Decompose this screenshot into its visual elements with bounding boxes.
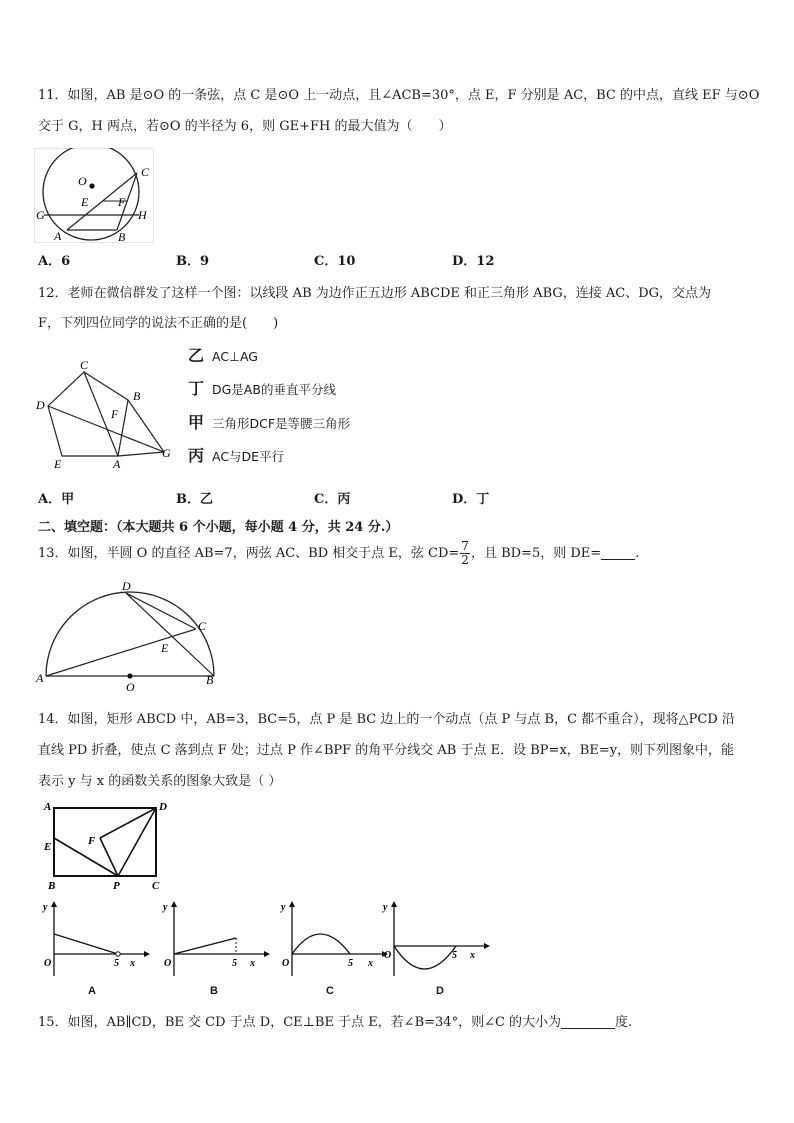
- q14-graph-c-label: C: [326, 985, 334, 997]
- q14-graph-d-label: D: [436, 985, 444, 997]
- svg-text:x: x: [368, 958, 373, 969]
- q12-label-e: E: [54, 457, 62, 471]
- q12-claim-yi-text: AC⊥AG: [212, 349, 258, 364]
- q14-text-line1: 14．如图，矩形 ABCD 中，AB=3，BC=5，点 P 是 BC 边上的一个动点（点 P 与点 B，C 都不重合），现将△PCD 沿: [38, 712, 735, 727]
- q13-answer-blank: [601, 545, 635, 560]
- q14-graph-c: [278, 898, 390, 978]
- q13-label-a: A: [36, 671, 44, 685]
- svg-text:x: x: [250, 958, 255, 969]
- q11-text-line1: 11．如图，AB 是⊙O 的一条弦，点 C 是⊙O 上一动点，且∠ACB=30°，点 E，F 分别是 AC，BC 的中点，直线 EF 与⊙O: [38, 88, 760, 103]
- svg-text:y: y: [281, 902, 286, 913]
- q15-text-post: 度.: [615, 1015, 633, 1030]
- q11-label-o: O: [78, 174, 87, 188]
- q12-claim-bing-name: 丙: [188, 446, 205, 465]
- section-2-heading: 二、填空题：（本大题共 6 个小题，每小题 4 分，共 24 分.）: [38, 520, 399, 535]
- q12-option-b: B．乙: [176, 492, 213, 507]
- q12-claim-bing-text: AC与DE平行: [212, 449, 285, 464]
- q12-text-line1: 12．老师在微信群发了这样一个图：以线段 AB 为边作正五边形 ABCDE 和正三角形 ABG，连接 AC、DG，交点为: [38, 286, 712, 301]
- q13-label-b: B: [206, 673, 214, 687]
- q12-claim-jia-text: 三角形DCF是等腰三角形: [212, 416, 351, 431]
- q11-label-e: E: [81, 195, 89, 209]
- q13-fraction: [460, 540, 470, 567]
- svg-text:O: O: [282, 958, 290, 969]
- svg-text:5: 5: [452, 950, 457, 961]
- svg-text:O: O: [164, 958, 172, 969]
- q12-label-b: B: [133, 389, 141, 403]
- q12-segment-dg: [48, 406, 164, 452]
- q11-label-a: A: [54, 229, 62, 243]
- svg-text:y: y: [43, 902, 48, 913]
- q11-option-c: C．10: [314, 254, 356, 269]
- svg-text:x: x: [470, 950, 475, 961]
- q13-chord-ac: [46, 629, 196, 676]
- q12-label-c: C: [80, 358, 89, 372]
- q12-label-g: G: [162, 446, 171, 460]
- q13-semicircle-figure: [34, 580, 218, 694]
- q14-graph-a-label: A: [88, 985, 96, 997]
- q14-graph-a-curve: [54, 934, 118, 954]
- q12-label-f: F: [111, 407, 119, 421]
- q11-option-a: A．6: [38, 254, 71, 269]
- q13-text-pre: 13．如图，半圆 O 的直径 AB=7，两弦 AC、BD 相交于点 E，弦 CD=: [38, 546, 460, 561]
- q14-label-p: P: [113, 880, 120, 892]
- svg-text:O: O: [384, 950, 392, 961]
- q14-label-a: A: [44, 801, 52, 813]
- q11-option-b: B．9: [176, 254, 210, 269]
- q11-label-b: B: [118, 230, 126, 244]
- q12-claim-jia: [188, 410, 350, 433]
- q12-claim-ding-text: DG是AB的垂直平分线: [212, 382, 336, 397]
- q13-label-o: O: [126, 680, 135, 694]
- q13-text-end: .: [635, 546, 640, 561]
- q12-claim-yi: [188, 343, 258, 366]
- svg-text:y: y: [163, 902, 168, 913]
- q11-circle-figure: [34, 148, 156, 244]
- q12-pentagon-figure: [34, 356, 182, 474]
- q12-triangle-abg: [118, 400, 164, 456]
- q11-option-d: D．12: [452, 254, 495, 269]
- q13-label-c: C: [198, 619, 207, 633]
- q12-option-d: D．丁: [452, 492, 490, 507]
- svg-text:y: y: [383, 902, 388, 913]
- svg-text:5: 5: [114, 958, 119, 969]
- q11-label-h: H: [138, 208, 147, 222]
- q15-text: [38, 1011, 632, 1030]
- q11-text-line2: 交于 G，H 两点，若⊙O 的半径为 6，则 GE+FH 的最大值为（ ）: [38, 119, 452, 134]
- q13-semicircle-arc: [46, 592, 214, 676]
- q14-label-d: D: [159, 801, 167, 813]
- q13-fraction-numerator: 7: [461, 539, 469, 553]
- q14-graph-c-curve: [292, 934, 350, 954]
- q11-label-c: C: [141, 165, 150, 179]
- q13-center-dot: [127, 673, 132, 678]
- q15-answer-blank: [561, 1014, 615, 1029]
- q14-graph-d: [380, 898, 492, 978]
- q12-claim-jia-name: 甲: [188, 413, 205, 432]
- q14-graph-d-curve: [394, 946, 456, 969]
- svg-text:5: 5: [232, 958, 237, 969]
- q12-text-line2: F，下列四位同学的说法不正确的是( ): [38, 316, 279, 331]
- svg-text:O: O: [44, 958, 52, 969]
- q13-text-post: ，且 BD=5，则 DE=: [470, 546, 602, 561]
- svg-text:5: 5: [348, 958, 353, 969]
- q14-graph-b-label: B: [210, 985, 218, 997]
- q12-option-a: A．甲: [38, 492, 75, 507]
- q13-label-d: D: [122, 580, 131, 593]
- q14-graph-b: [160, 898, 272, 978]
- q14-text-line3: 表示 y 与 x 的函数关系的图象大致是（ ）: [38, 774, 282, 789]
- q13-fraction-denominator: 2: [461, 553, 469, 567]
- q12-claim-bing: [188, 443, 284, 466]
- q11-circle-o: [43, 148, 139, 240]
- q13-text: [38, 539, 639, 569]
- svg-text:x: x: [130, 958, 135, 969]
- q14-label-f: F: [88, 835, 96, 847]
- q14-rectangle-figure: [38, 798, 174, 894]
- q12-option-c: C．丙: [314, 492, 351, 507]
- q14-rectangle-abcd: [54, 808, 156, 876]
- q11-label-f: F: [118, 195, 126, 209]
- q12-claim-ding-name: 丁: [188, 379, 205, 398]
- q13-chord-bd: [126, 593, 214, 676]
- q11-label-g: G: [36, 208, 45, 222]
- q14-label-e: E: [44, 841, 52, 853]
- q11-center-dot: [89, 183, 94, 188]
- q14-text-line2: 直线 PD 折叠，使点 C 落到点 F 处；过点 P 作∠BPF 的角平分线交 AB 于点 E．设 BP=x，BE=y，则下列图象中，能: [38, 743, 735, 758]
- q12-label-a: A: [113, 457, 121, 471]
- q15-text-pre: 15．如图，AB∥CD，BE 交 CD 于点 D，CE⊥BE 于点 E，若∠B=34°，则∠C 的大小为: [38, 1015, 562, 1030]
- q14-graph-a: [40, 898, 152, 978]
- q14-label-b: B: [48, 880, 56, 892]
- q13-label-e: E: [161, 641, 169, 655]
- q12-claim-ding: [188, 376, 336, 399]
- q14-graph-b-curve: [174, 938, 236, 954]
- q12-label-d: D: [36, 398, 45, 412]
- q12-claim-yi-name: 乙: [188, 346, 205, 365]
- q14-label-c: C: [152, 880, 160, 892]
